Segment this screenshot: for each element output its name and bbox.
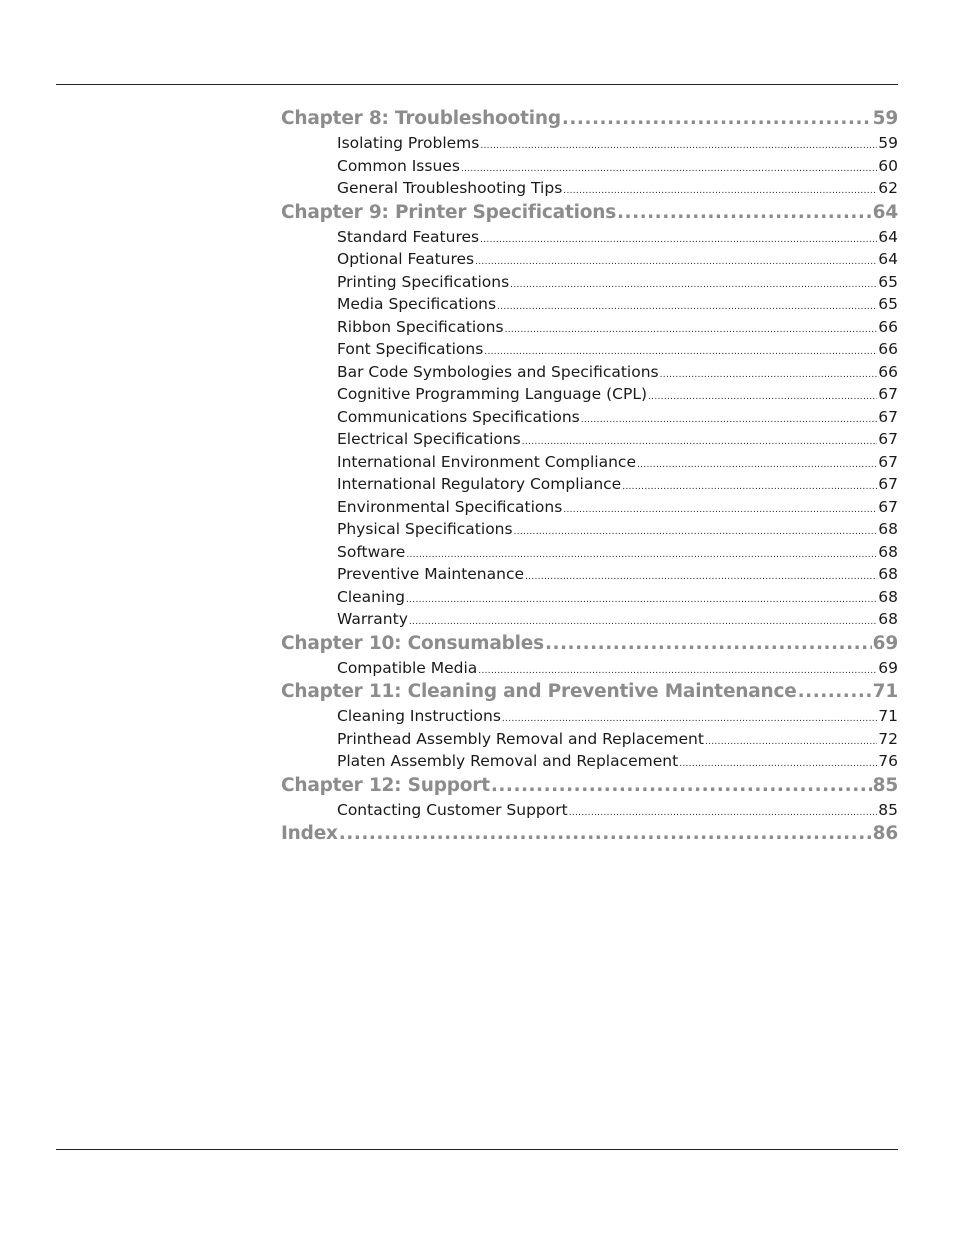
section-page-number: 71: [878, 707, 898, 725]
toc-section-entry[interactable]: [281, 295, 898, 318]
table-of-contents: [281, 108, 898, 849]
dot-leader: [545, 633, 872, 654]
dot-leader: [648, 385, 877, 403]
section-page-number: 68: [878, 520, 898, 538]
dot-leader: [406, 543, 877, 561]
chapter-page-number: 64: [872, 201, 898, 223]
section-title: Printhead Assembly Removal and Replacement: [337, 729, 704, 748]
dot-leader: [475, 250, 877, 268]
section-title: Standard Features: [337, 227, 480, 246]
section-title: Contacting Customer Support: [337, 800, 568, 819]
toc-section-entry[interactable]: [281, 565, 898, 588]
dot-leader: [563, 179, 877, 197]
dot-leader: [409, 610, 877, 628]
toc-section-entry[interactable]: [281, 430, 898, 453]
section-page-number: 67: [878, 407, 898, 426]
section-title: Electrical Specifications: [337, 430, 521, 448]
dot-leader: [484, 340, 877, 358]
toc-section-entry[interactable]: [281, 498, 898, 521]
chapter-page-number: 85: [872, 774, 898, 796]
toc-section-entry[interactable]: [281, 588, 898, 611]
section-page-number: 69: [878, 658, 898, 677]
dot-leader: [581, 408, 878, 426]
chapter-title: Chapter 12: Support: [281, 774, 490, 796]
section-page-number: 62: [878, 179, 898, 197]
section-page-number: 67: [878, 475, 898, 493]
dot-leader: [622, 475, 877, 493]
section-page-number: 66: [878, 340, 898, 358]
section-title: Environmental Specifications: [337, 497, 563, 516]
header-rule: [56, 84, 898, 85]
chapter-title: Index: [281, 823, 338, 844]
toc-section-entry[interactable]: [281, 340, 898, 363]
section-page-number: 68: [878, 542, 898, 561]
chapter-title: Chapter 8: Troubleshooting: [281, 108, 561, 129]
toc-section-entry[interactable]: [281, 543, 898, 566]
section-title: International Environment Compliance: [337, 452, 636, 471]
dot-leader: [522, 430, 878, 448]
section-page-number: 85: [878, 800, 898, 819]
chapter-page-number: 71: [872, 681, 898, 702]
section-title: Cleaning: [337, 587, 405, 606]
dot-leader: [525, 565, 877, 583]
dot-leader: [514, 520, 878, 538]
section-title: Optional Features: [337, 250, 475, 268]
toc-section-entry[interactable]: [281, 730, 898, 753]
section-title: Common Issues: [337, 156, 460, 175]
section-page-number: 60: [878, 156, 898, 175]
section-page-number: 64: [878, 250, 898, 268]
section-title: International Regulatory Compliance: [337, 475, 622, 493]
dot-leader: [461, 157, 877, 175]
toc-chapter-entry[interactable]: [281, 108, 898, 134]
section-page-number: 66: [878, 317, 898, 336]
toc-section-entry[interactable]: [281, 752, 898, 775]
section-title: Software: [337, 542, 406, 561]
section-title: Preventive Maintenance: [337, 565, 525, 583]
dot-leader: [505, 318, 878, 336]
section-title: Cognitive Programming Language (CPL): [337, 385, 648, 403]
dot-leader: [478, 659, 877, 677]
section-page-number: 64: [878, 227, 898, 246]
toc-section-entry[interactable]: [281, 250, 898, 273]
section-title: Physical Specifications: [337, 520, 513, 538]
toc-section-entry[interactable]: [281, 453, 898, 476]
toc-section-entry[interactable]: [281, 363, 898, 386]
toc-section-entry[interactable]: [281, 179, 898, 202]
section-title: General Troubleshooting Tips: [337, 179, 563, 197]
chapter-title: Chapter 9: Printer Specifications: [281, 201, 617, 223]
section-page-number: 68: [878, 565, 898, 583]
toc-section-entry[interactable]: [281, 157, 898, 180]
section-title: Font Specifications: [337, 340, 484, 358]
dot-leader: [660, 363, 878, 381]
dot-leader: [798, 681, 872, 702]
section-title: Compatible Media: [337, 658, 478, 677]
dot-leader: [679, 752, 877, 770]
section-page-number: 65: [878, 295, 898, 313]
section-title: Printing Specifications: [337, 272, 510, 291]
section-title: Media Specifications: [337, 295, 497, 313]
toc-chapter-entry[interactable]: [281, 775, 898, 801]
section-page-number: 65: [878, 272, 898, 291]
section-title: Isolating Problems: [337, 134, 480, 152]
dot-leader: [637, 453, 877, 471]
dot-leader: [480, 228, 877, 246]
dot-leader: [617, 202, 872, 223]
section-title: Bar Code Symbologies and Specifications: [337, 362, 659, 381]
dot-leader: [563, 498, 877, 516]
chapter-title: Chapter 10: Consumables: [281, 632, 544, 654]
toc-chapter-entry[interactable]: [281, 823, 898, 849]
section-page-number: 76: [878, 752, 898, 770]
section-page-number: 68: [878, 587, 898, 606]
toc-section-entry[interactable]: [281, 273, 898, 296]
dot-leader: [705, 730, 877, 748]
section-page-number: 67: [878, 497, 898, 516]
dot-leader: [339, 823, 872, 844]
section-title: Ribbon Specifications: [337, 317, 504, 336]
section-page-number: 66: [878, 362, 898, 381]
dot-leader: [562, 108, 872, 129]
dot-leader: [491, 775, 872, 796]
section-page-number: 59: [878, 134, 898, 152]
chapter-title: Chapter 11: Cleaning and Preventive Maintenance: [281, 681, 797, 702]
toc-section-entry[interactable]: [281, 318, 898, 341]
dot-leader: [480, 134, 877, 152]
toc-chapter-entry[interactable]: [281, 633, 898, 659]
chapter-page-number: 69: [872, 632, 898, 654]
toc-section-entry[interactable]: [281, 228, 898, 251]
section-page-number: 72: [878, 729, 898, 748]
toc-section-entry[interactable]: [281, 659, 898, 682]
section-title: Communications Specifications: [337, 407, 580, 426]
dot-leader: [569, 801, 878, 819]
section-page-number: 67: [878, 452, 898, 471]
section-page-number: 67: [878, 430, 898, 448]
footer-rule: [56, 1149, 898, 1150]
toc-section-entry[interactable]: [281, 134, 898, 157]
toc-chapter-entry[interactable]: [281, 202, 898, 228]
toc-section-entry[interactable]: [281, 408, 898, 431]
chapter-page-number: 86: [872, 823, 898, 844]
dot-leader: [406, 588, 877, 606]
toc-section-entry[interactable]: [281, 520, 898, 543]
dot-leader: [510, 273, 877, 291]
section-page-number: 67: [878, 385, 898, 403]
toc-section-entry[interactable]: [281, 801, 898, 824]
toc-chapter-entry[interactable]: [281, 681, 898, 707]
toc-section-entry[interactable]: [281, 610, 898, 633]
section-title: Warranty: [337, 610, 408, 628]
dot-leader: [497, 295, 877, 313]
section-title: Platen Assembly Removal and Replacement: [337, 752, 679, 770]
toc-section-entry[interactable]: [281, 707, 898, 730]
dot-leader: [502, 707, 877, 725]
toc-section-entry[interactable]: [281, 385, 898, 408]
chapter-page-number: 59: [872, 108, 898, 129]
toc-section-entry[interactable]: [281, 475, 898, 498]
section-page-number: 68: [878, 610, 898, 628]
section-title: Cleaning Instructions: [337, 707, 501, 725]
